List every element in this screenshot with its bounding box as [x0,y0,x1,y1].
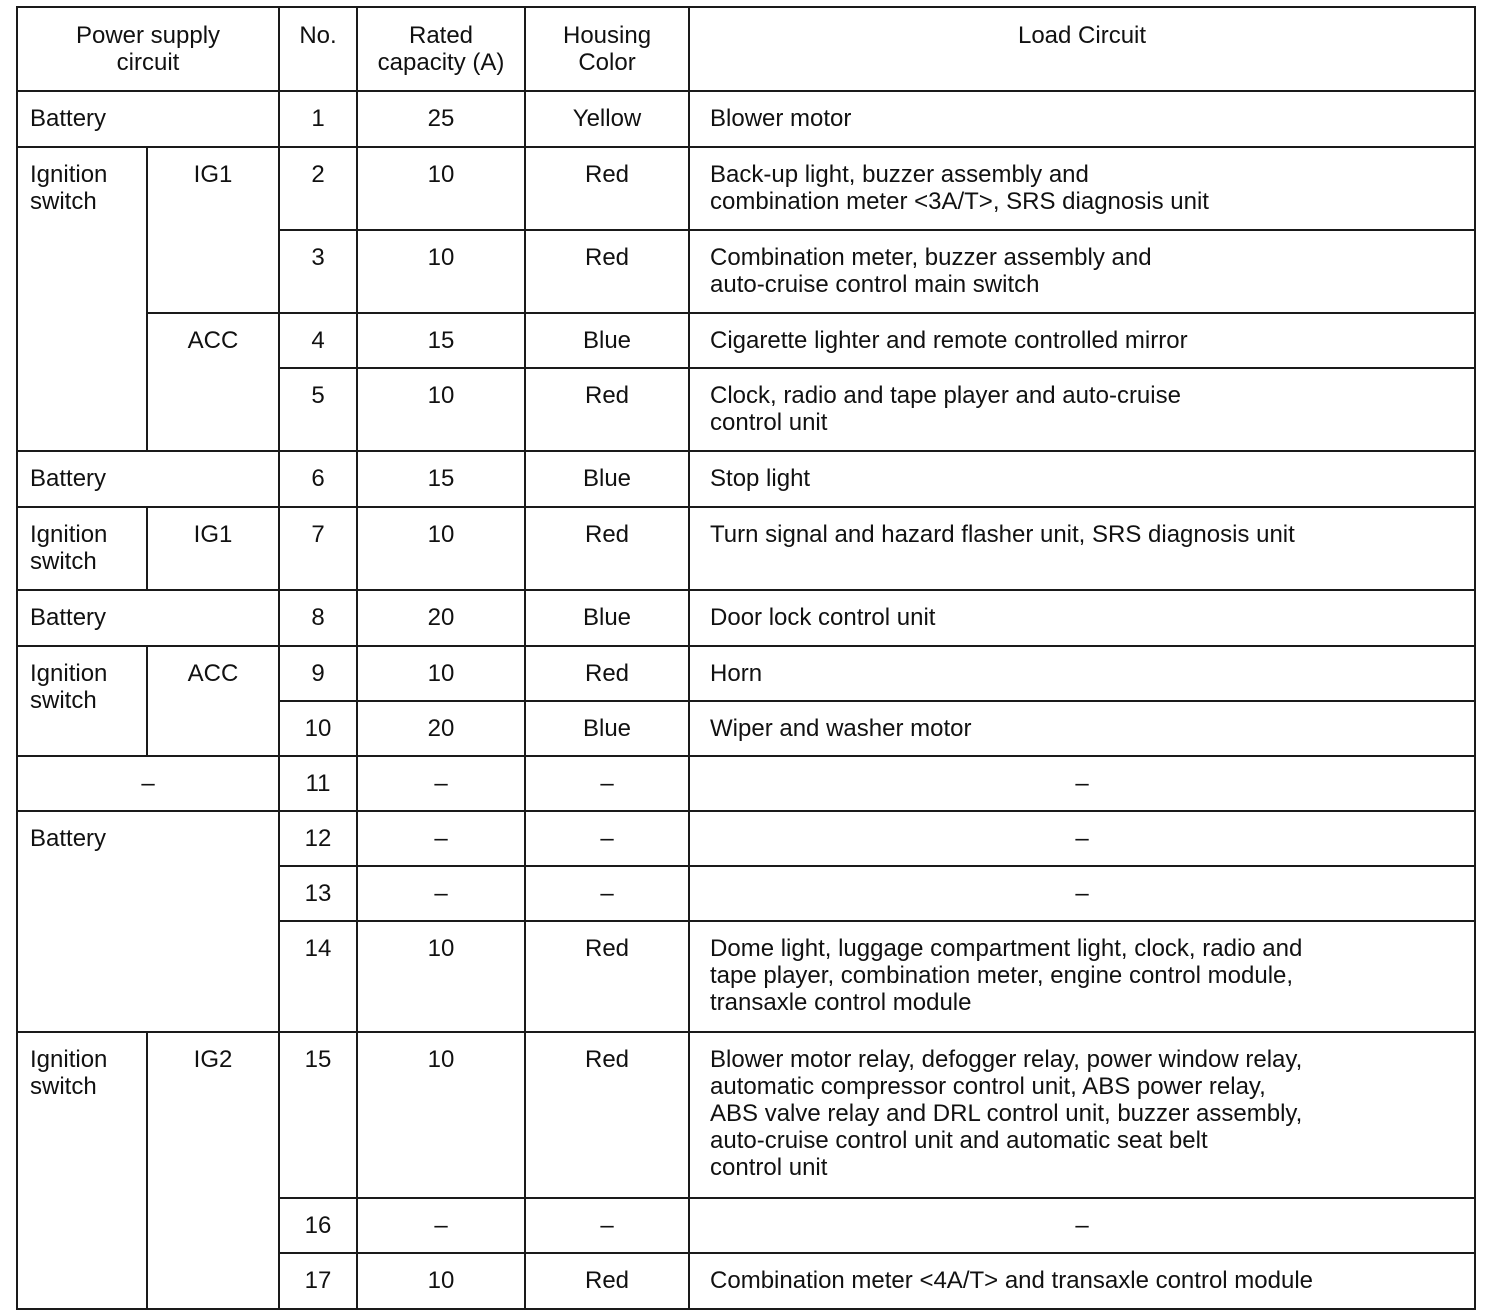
housing-color: Blue [525,451,689,507]
power-supply-sub-acc: ACC [147,646,279,756]
rated-capacity: 10 [357,1253,525,1309]
power-supply-none: – [17,756,279,811]
rated-capacity: 10 [357,646,525,701]
rated-capacity: 15 [357,451,525,507]
housing-color: Red [525,921,689,1032]
power-supply-battery: Battery [17,451,279,507]
load-circuit: Blower motor [689,91,1475,147]
table-row [17,811,1475,866]
table-row [17,646,1475,701]
housing-color: Blue [525,590,689,646]
housing-color: – [525,756,689,811]
header-load-circuit: Load Circuit [689,7,1475,91]
load-circuit: Cigarette lighter and remote controlled mirror [689,313,1475,368]
rated-capacity: 10 [357,368,525,451]
fuse-table [16,6,1476,1310]
header-rated-capacity: Rated capacity (A) [357,7,525,91]
housing-color: Red [525,230,689,313]
load-circuit: Blower motor relay, defogger relay, power window relay, automatic compressor control unit, ABS power relay, ABS valve relay and DRL control unit, buzzer assembly, auto-cruise control unit and automatic seat belt control unit [689,1032,1475,1198]
table-row [17,756,1475,811]
load-circuit: Combination meter, buzzer assembly and auto-cruise control main switch [689,230,1475,313]
fuse-number: 10 [279,701,357,756]
power-supply-ignition-switch: Ignition switch [17,646,147,756]
fuse-number: 12 [279,811,357,866]
rated-capacity: – [357,756,525,811]
housing-color: – [525,866,689,921]
housing-color: Blue [525,701,689,756]
housing-color: Red [525,646,689,701]
load-circuit: – [689,1198,1475,1253]
fuse-number: 14 [279,921,357,1032]
power-supply-battery: Battery [17,91,279,147]
rated-capacity: 20 [357,590,525,646]
table-row [17,507,1475,590]
load-circuit: Wiper and washer motor [689,701,1475,756]
load-circuit: Horn [689,646,1475,701]
power-supply-sub-ig1: IG1 [147,147,279,313]
fuse-number: 11 [279,756,357,811]
housing-color: Blue [525,313,689,368]
power-supply-ignition-switch: Ignition switch [17,147,147,451]
table-row [17,147,1475,230]
load-circuit: – [689,811,1475,866]
fuse-number: 17 [279,1253,357,1309]
load-circuit: Turn signal and hazard flasher unit, SRS diagnosis unit [689,507,1475,590]
rated-capacity: – [357,866,525,921]
rated-capacity: 10 [357,507,525,590]
power-supply-ignition-switch: Ignition switch [17,507,147,590]
table-row [17,451,1475,507]
housing-color: Red [525,368,689,451]
fuse-number: 15 [279,1032,357,1198]
header-power-supply: Power supply circuit [17,7,279,91]
power-supply-sub-acc: ACC [147,313,279,451]
power-supply-sub-ig1: IG1 [147,507,279,590]
fuse-number: 3 [279,230,357,313]
fuse-number: 13 [279,866,357,921]
fuse-number: 8 [279,590,357,646]
load-circuit: Stop light [689,451,1475,507]
rated-capacity: 25 [357,91,525,147]
power-supply-battery: Battery [17,811,279,1032]
table-row [17,91,1475,147]
rated-capacity: 10 [357,147,525,230]
load-circuit: – [689,866,1475,921]
fuse-number: 2 [279,147,357,230]
housing-color: – [525,1198,689,1253]
fuse-number: 1 [279,91,357,147]
table-row [17,313,1475,368]
housing-color: Red [525,1253,689,1309]
fuse-number: 6 [279,451,357,507]
fuse-number: 16 [279,1198,357,1253]
rated-capacity: 10 [357,1032,525,1198]
power-supply-sub-ig2: IG2 [147,1032,279,1309]
power-supply-ignition-switch: Ignition switch [17,1032,147,1309]
header-housing-color: Housing Color [525,7,689,91]
housing-color: Red [525,1032,689,1198]
rated-capacity: – [357,1198,525,1253]
housing-color: Yellow [525,91,689,147]
load-circuit: Combination meter <4A/T> and transaxle control module [689,1253,1475,1309]
rated-capacity: 15 [357,313,525,368]
table-row [17,1032,1475,1198]
load-circuit: Door lock control unit [689,590,1475,646]
load-circuit: – [689,756,1475,811]
fuse-number: 7 [279,507,357,590]
rated-capacity: 10 [357,921,525,1032]
fuse-number: 4 [279,313,357,368]
housing-color: Red [525,147,689,230]
fuse-number: 9 [279,646,357,701]
rated-capacity: 20 [357,701,525,756]
load-circuit: Clock, radio and tape player and auto-cruise control unit [689,368,1475,451]
rated-capacity: – [357,811,525,866]
housing-color: Red [525,507,689,590]
fuse-number: 5 [279,368,357,451]
power-supply-battery: Battery [17,590,279,646]
header-no: No. [279,7,357,91]
housing-color: – [525,811,689,866]
load-circuit: Dome light, luggage compartment light, clock, radio and tape player, combination meter, engine control module, transaxle control module [689,921,1475,1032]
table-row [17,590,1475,646]
header-row [17,7,1475,91]
load-circuit: Back-up light, buzzer assembly and combination meter <3A/T>, SRS diagnosis unit [689,147,1475,230]
rated-capacity: 10 [357,230,525,313]
